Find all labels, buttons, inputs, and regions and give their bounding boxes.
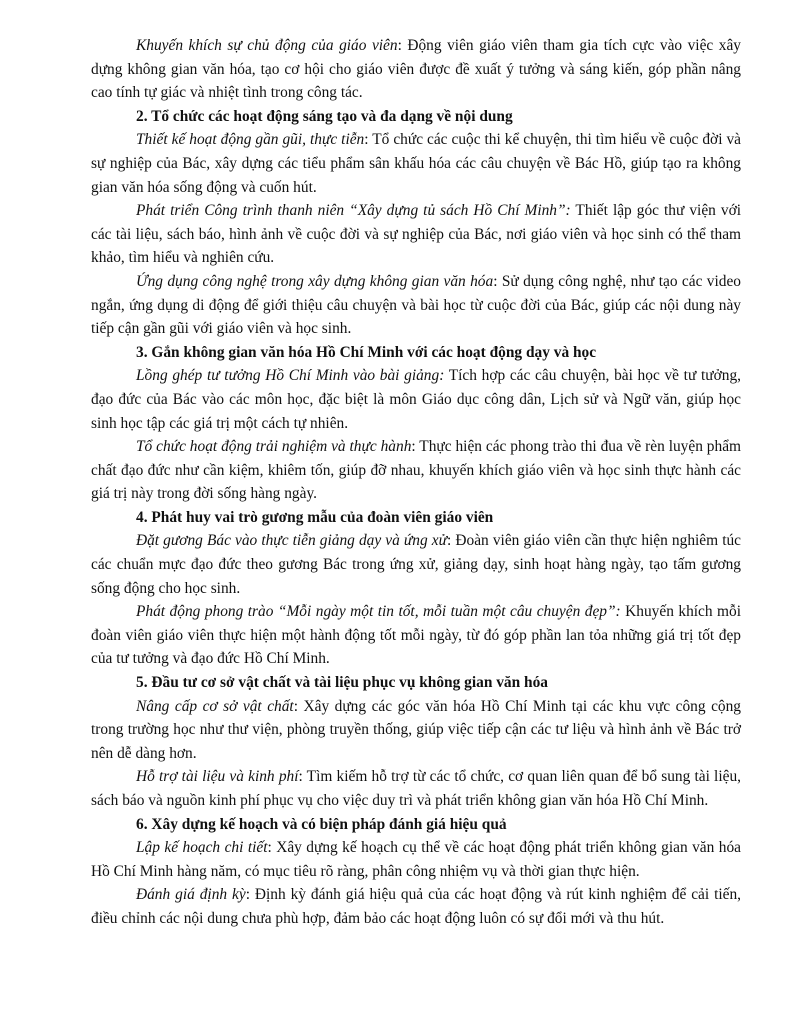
paragraph-lead: Tổ chức hoạt động trải nghiệm và thực hành xyxy=(136,438,412,456)
paragraph-good-news-campaign xyxy=(91,600,741,671)
section-heading-2: 2. Tổ chức các hoạt động sáng tạo và đa dạng về nội dung xyxy=(136,107,513,125)
paragraph-body: : Đoàn viên giáo viên cần thực hiện nghiêm túc các chuẩn mực đạo đức theo gương Bác trong ứng xử, giảng dạy, sinh hoạt hàng ngày, tạo tấm gương sống động cho học sinh. xyxy=(91,532,742,597)
paragraph-body: Thiết lập góc thư viện với các tài liệu, sách báo, hình ảnh về cuộc đời và sự nghiệp của Bác, nơi giáo viên và học sinh có thể tham khảo, tìm hiểu và nghiên cứu. xyxy=(91,202,742,267)
section-heading-3: 3. Gắn không gian văn hóa Hồ Chí Minh với các hoạt động dạy và học xyxy=(136,343,597,361)
paragraph-support-funding xyxy=(91,765,741,812)
paragraph-lead: Hỗ trợ tài liệu và kinh phí xyxy=(136,768,299,786)
paragraph-upgrade-facilities xyxy=(91,695,741,766)
paragraph-body: : Động viên giáo viên tham gia tích cực vào việc xây dựng không gian văn hóa, tạo cơ hội cho giáo viên được đề xuất ý tưởng và sáng kiến, góp phần nâng cao tính tự giác và nhiệt tình trong công tác. xyxy=(91,37,741,102)
paragraph-lead: Lập kế hoạch chi tiết xyxy=(136,839,268,857)
paragraph-teacher-initiative xyxy=(91,34,741,105)
paragraph-body: : Tìm kiếm hỗ trợ từ các tổ chức, cơ quan liên quan để bổ sung tài liệu, sách báo và nguồn kinh phí phục vụ cho việc duy trì và phát triển không gian văn hóa Hồ Chí Minh. xyxy=(91,768,741,809)
paragraph-lead: Phát động phong trào “Mỗi ngày một tin tốt, mỗi tuần một câu chuyện đẹp”: xyxy=(136,603,621,621)
paragraph-lead: Nâng cấp cơ sở vật chất xyxy=(136,697,294,715)
section-heading-5: 5. Đầu tư cơ sở vật chất và tài liệu phục vụ không gian văn hóa xyxy=(136,674,548,692)
paragraph-body: : Xây dựng kế hoạch cụ thể về các hoạt động phát triển không gian văn hóa Hồ Chí Minh hàng năm, có mục tiêu rõ ràng, phân công nhiệm vụ và thời gian thực hiện. xyxy=(91,839,742,880)
paragraph-body: : Tổ chức các cuộc thi kể chuyện, thi tìm hiểu về cuộc đời và sự nghiệp của Bác, xây dựng các tiểu phẩm sân khấu hóa các câu chuyện về Bác Hồ, giúp tạo ra không gian văn hóa sống động và cuốn hút. xyxy=(91,131,741,196)
section-heading-6: 6. Xây dựng kế hoạch và có biện pháp đánh giá hiệu quả xyxy=(136,815,507,833)
paragraph-integrate-lessons xyxy=(91,364,741,435)
paragraph-body: : Định kỳ đánh giá hiệu quả của các hoạt động và rút kinh nghiệm để cải tiến, điều chỉnh các nội dung chưa phù hợp, đảm bảo các hoạt động luôn có sự đổi mới và thu hút. xyxy=(91,886,742,927)
paragraph-lead: Đặt gương Bác vào thực tiễn giảng dạy và ứng xử xyxy=(136,532,448,550)
paragraph-body: Tích hợp các câu chuyện, bài học về tư tưởng, đạo đức của Bác vào các môn học, đặc biệt là môn Giáo dục công dân, Lịch sử và Ngữ văn, giúp học sinh học tập các giá trị một cách tự nhiên. xyxy=(91,367,741,432)
paragraph-body: : Thực hiện các phong trào thi đua về rèn luyện phẩm chất đạo đức như cần kiệm, khiêm tốn, giúp đỡ nhau, khuyến khích giáo viên và học sinh thực hành các giá trị này trong đời sống hàng ngày. xyxy=(91,438,741,503)
document-page xyxy=(91,34,741,931)
paragraph-detailed-plan xyxy=(91,836,741,883)
paragraph-lead: Thiết kế hoạt động gần gũi, thực tiễn xyxy=(136,131,365,149)
paragraph-lead: Lồng ghép tư tưởng Hồ Chí Minh vào bài giảng: xyxy=(136,367,445,385)
paragraph-bookshelf-project xyxy=(91,199,741,270)
paragraph-role-model xyxy=(91,529,741,600)
paragraph-practical-activities xyxy=(91,128,741,199)
paragraph-body: : Xây dựng các góc văn hóa Hồ Chí Minh tại các khu vực công cộng trong trường học như thư viện, phòng truyền thống, giúp việc tiếp cận các tư liệu và hình ảnh về Bác trở nên dễ dàng hơn. xyxy=(91,697,741,762)
paragraph-lead: Phát triển Công trình thanh niên “Xây dựng tủ sách Hồ Chí Minh”: xyxy=(136,202,571,220)
paragraph-lead: Ứng dụng công nghệ trong xây dựng không gian văn hóa xyxy=(136,272,494,290)
paragraph-experiential-activities xyxy=(91,435,741,506)
paragraph-lead: Khuyến khích sự chủ động của giáo viên xyxy=(136,37,398,54)
section-heading-4: 4. Phát huy vai trò gương mẫu của đoàn viên giáo viên xyxy=(136,508,494,526)
paragraph-periodic-evaluation xyxy=(91,883,741,930)
paragraph-body: Khuyến khích mỗi đoàn viên giáo viên thực hiện một hành động tốt mỗi ngày, từ đó góp phần lan tỏa những giá trị tốt đẹp của tư tưởng và đạo đức Hồ Chí Minh. xyxy=(91,603,741,668)
paragraph-lead: Đánh giá định kỳ xyxy=(136,886,246,904)
paragraph-body: : Sử dụng công nghệ, như tạo các video ngắn, ứng dụng di động để giới thiệu câu chuyện và bài học từ cuộc đời của Bác, giúp các nội dung này tiếp cận gần gũi với giáo viên và học sinh. xyxy=(91,272,741,338)
paragraph-technology xyxy=(91,270,741,341)
